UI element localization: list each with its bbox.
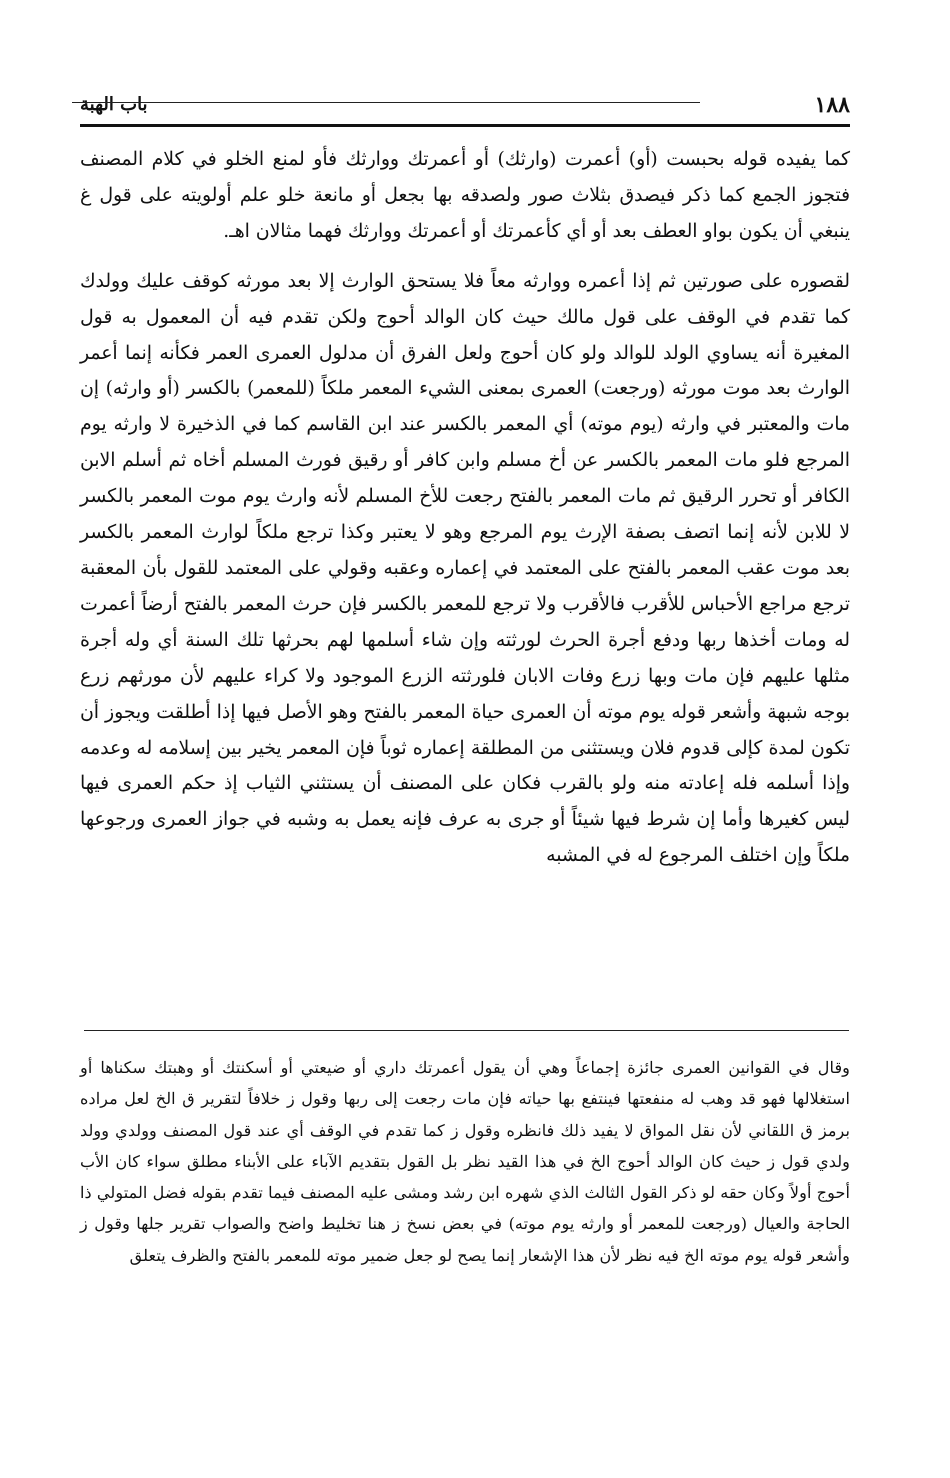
footnote-paragraph: وقال في القوانين العمرى جائزة إجماعاً وهي أن يقول أعمرتك داري أو ضيعتي أو أسكنتك أو وهبتك سكناها أو استغلالها فهو قد وهب له منفعتها فينتفع بها حياته فإن مات رجعت إلى ربها وقول ز خلافاً لتقرير ق الخ لعل مراده برمز ق اللقاني لأن نقل المواق لا يفيد ذلك فانظره وقول ز كما تقدم في الوقف أي عند قول المصنف وولدي وولد ولدي قول ز حيث كان الوالد أحوج الخ في هذا القيد نظر بل القول بتقديم الآباء على الأبناء مطلق سواء كان الأب أحوج أولاً وكان حقه لو ذكر القول الثالث الذي شهره ابن رشد ومشى عليه المصنف فيما تقدم بقوله فضل المتولي ذا الحاجة والعيال (ورجعت للمعمر أو وارثه يوم موته) في بعض نسخ ز هنا تخليط واضح والصواب تقرير جلها وقول ز وأشعر قوله يوم موته الخ فيه نظر لأن هذا الإشعار إنما يصح لو جعل ضمير موته للمعمر بالفتح والظرف يتعلق	[80, 1058, 850, 1265]
chapter-title: باب الهبة	[80, 94, 148, 115]
footnote-separator	[84, 1030, 849, 1031]
footnotes	[80, 1052, 850, 1271]
header-thin-rule	[72, 102, 700, 103]
header-bold-rule	[80, 124, 850, 127]
running-header	[80, 90, 850, 120]
page-number: ١٨٨	[814, 92, 850, 118]
main-paragraph-2: لقصوره على صورتين ثم إذا أعمره ووارثه معاً فلا يستحق الوارث إلا بعد مورثه كوقف عليك وولدك كما تقدم في الوقف على قول مالك حيث كان الوالد أحوج ولكن تقدم فيه أن المعمول به قول المغيرة أنه يساوي الولد للوالد ولو كان أحوج ولعل الفرق أن مدلول العمرى العمر فكأنه إنما أعمر الوارث بعد موت مورثه (ورجعت) العمرى بمعنى الشيء المعمر ملكاً (للمعمر) بالكسر (أو وارثه) إن مات والمعتبر في وارثه (يوم موته) أي المعمر بالكسر عند ابن القاسم كما في الذخيرة لا وارثه يوم المرجع فلو مات المعمر بالكسر عن أخ مسلم وابن كافر أو رقيق فورث المسلم أخاه ثم أسلم الابن الكافر أو تحرر الرقيق ثم مات المعمر بالفتح رجعت للأخ المسلم لأنه وارث يوم موت المعمر بالكسر لا للابن لأنه إنما اتصف بصفة الإرث يوم المرجع وهو لا يعتبر وكذا ترجع ملكاً لوارث المعمر بالكسر بعد موت عقب المعمر بالفتح على المعتمد في إعماره وعقبه وقولي على المعتمد للقول بأن المعقبة ترجع مراجع الأحباس للأقرب فالأقرب ولا ترجع للمعمر بالكسر فإن حرث المعمر بالفتح أرضاً أعمرت له ومات أخذها ربها ودفع أجرة الحرث لورثته وإن شاء أسلمها لهم بحرثها تلك السنة أي وله أجرة مثلها عليهم فإن مات وبها زرع وفات الابان فلورثته الزرع الموجود ولا كراء عليهم لأن مورثهم زرع بوجه شبهة وأشعر قوله يوم موته أن العمرى حياة المعمر بالفتح وهو الأصل فيها إذا أطلقت ويجوز أن تكون لمدة كإلى قدوم فلان ويستثنى من المطلقة إعماره ثوباً فإن المعمر يخير بين إسلامه له وعدمه وإذا أسلمه فله إعادته منه ولو بالقرب فكان على المصنف أن يستثني الثياب إذ حكم العمرى فيها ليس كغيرها وأما إن شرط فيها شيئاً أو جرى به عرف فإنه يعمل به وشبه في جواز العمرى ورجوعها ملكاً وإن اختلف المرجوع له في المشبه	[80, 270, 850, 867]
main-paragraph-1: كما يفيده قوله بحبست (أو) أعمرت (وارثك) أو أعمرتك ووارثك فأو لمنع الخلو في كلام المصنف فتجوز الجمع كما ذكر فيصدق بثلاث صور ولصدقه بها بجعل أو مانعة خلو علم أولويته على قول غ ينبغي أن يكون بواو العطف بعد أو أي كأعمرتك أو أعمرتك ووارثك فهما مثالان اهـ.	[80, 149, 850, 242]
main-text	[80, 142, 850, 874]
